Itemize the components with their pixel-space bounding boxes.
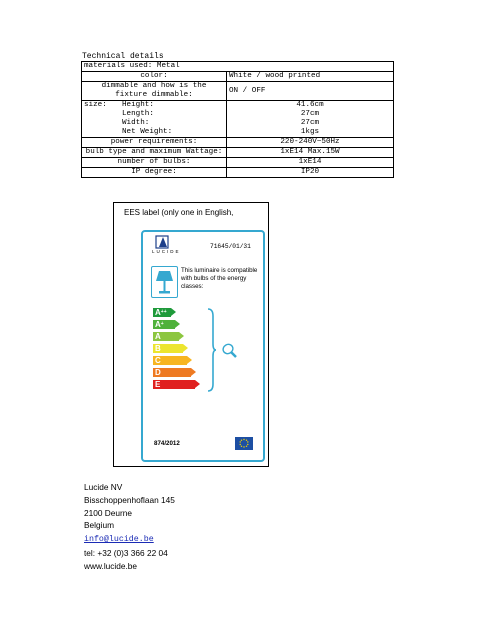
table-row <box>82 138 394 148</box>
weight-label: Net Weight: <box>122 128 173 136</box>
height-label: Height: <box>122 101 154 109</box>
table-row <box>82 62 394 72</box>
table-row <box>82 101 394 138</box>
contact-block <box>84 481 175 573</box>
energy-class-a-plus: A+ <box>153 320 175 329</box>
eu-flag-icon <box>235 437 253 450</box>
power-value: 220-240V~50Hz <box>227 138 394 148</box>
ip-label: IP degree: <box>82 168 227 178</box>
width-label: Width: <box>122 119 150 127</box>
energy-class-a-plus-plus: A++ <box>153 308 171 317</box>
size-label: size: <box>84 101 107 109</box>
bulb-count-value: 1xE14 <box>227 158 394 168</box>
energy-class-b: B <box>153 344 183 353</box>
energy-class-e: E <box>153 380 195 389</box>
phone-number: tel: +32 (0)3 366 22 04 <box>84 547 168 558</box>
ip-value: IP20 <box>227 168 394 178</box>
dimmable-label: dimmable and how is the fixture dimmable: <box>82 82 227 101</box>
bulb-type-label: bulb type and maximum Wattage: <box>82 148 227 158</box>
city-address: 2100 Deurne <box>84 507 132 518</box>
model-code: 71645/01/31 <box>210 243 251 250</box>
table-row <box>82 82 394 101</box>
power-label: power requirements: <box>82 138 227 148</box>
light-bulb-icon <box>221 342 239 360</box>
width-value: 27cm <box>300 119 320 127</box>
country: Belgium <box>84 520 114 531</box>
ees-label-title: EES label (only one in English, <box>124 208 234 217</box>
color-label: color: <box>82 72 227 82</box>
bulb-type-value: 1xE14 Max.15W <box>227 148 394 158</box>
energy-label-card <box>141 230 265 462</box>
logo-text: LUCIDE <box>152 249 181 254</box>
tech-details-title: Technical details <box>82 52 164 61</box>
energy-class-d: D <box>153 368 191 377</box>
weight-value: 1kgs <box>300 128 320 136</box>
size-values-cell <box>227 101 394 138</box>
bulb-count-label: number of bulbs: <box>82 158 227 168</box>
table-row <box>82 168 394 178</box>
tech-details-table <box>81 61 394 178</box>
lamp-icon <box>151 266 178 298</box>
compatibility-text: This luminaire is compatible with bulbs of the energy classes: <box>181 267 258 290</box>
email-link[interactable]: info@lucide.be <box>84 535 154 545</box>
table-row <box>82 158 394 168</box>
website-url: www.lucide.be <box>84 560 138 571</box>
size-labels-cell <box>82 101 227 138</box>
energy-class-a: A <box>153 332 179 341</box>
height-value: 41.6cm <box>296 101 324 109</box>
dimmable-value: ON / OFF <box>227 82 394 101</box>
material-cell: materials used: Metal <box>82 62 394 72</box>
length-label: Length: <box>122 110 154 118</box>
table-row <box>82 148 394 158</box>
table-row <box>82 72 394 82</box>
lucide-logo-icon <box>155 235 181 249</box>
company-name: Lucide NV <box>84 482 123 492</box>
energy-class-c: C <box>153 356 187 365</box>
color-value: White / wood printed <box>227 72 394 82</box>
curly-brace-icon <box>207 308 217 392</box>
length-value: 27cm <box>300 110 320 118</box>
regulation-number: 874/2012 <box>154 440 180 447</box>
street-address: Bisschoppenhoflaan 145 <box>84 494 175 505</box>
